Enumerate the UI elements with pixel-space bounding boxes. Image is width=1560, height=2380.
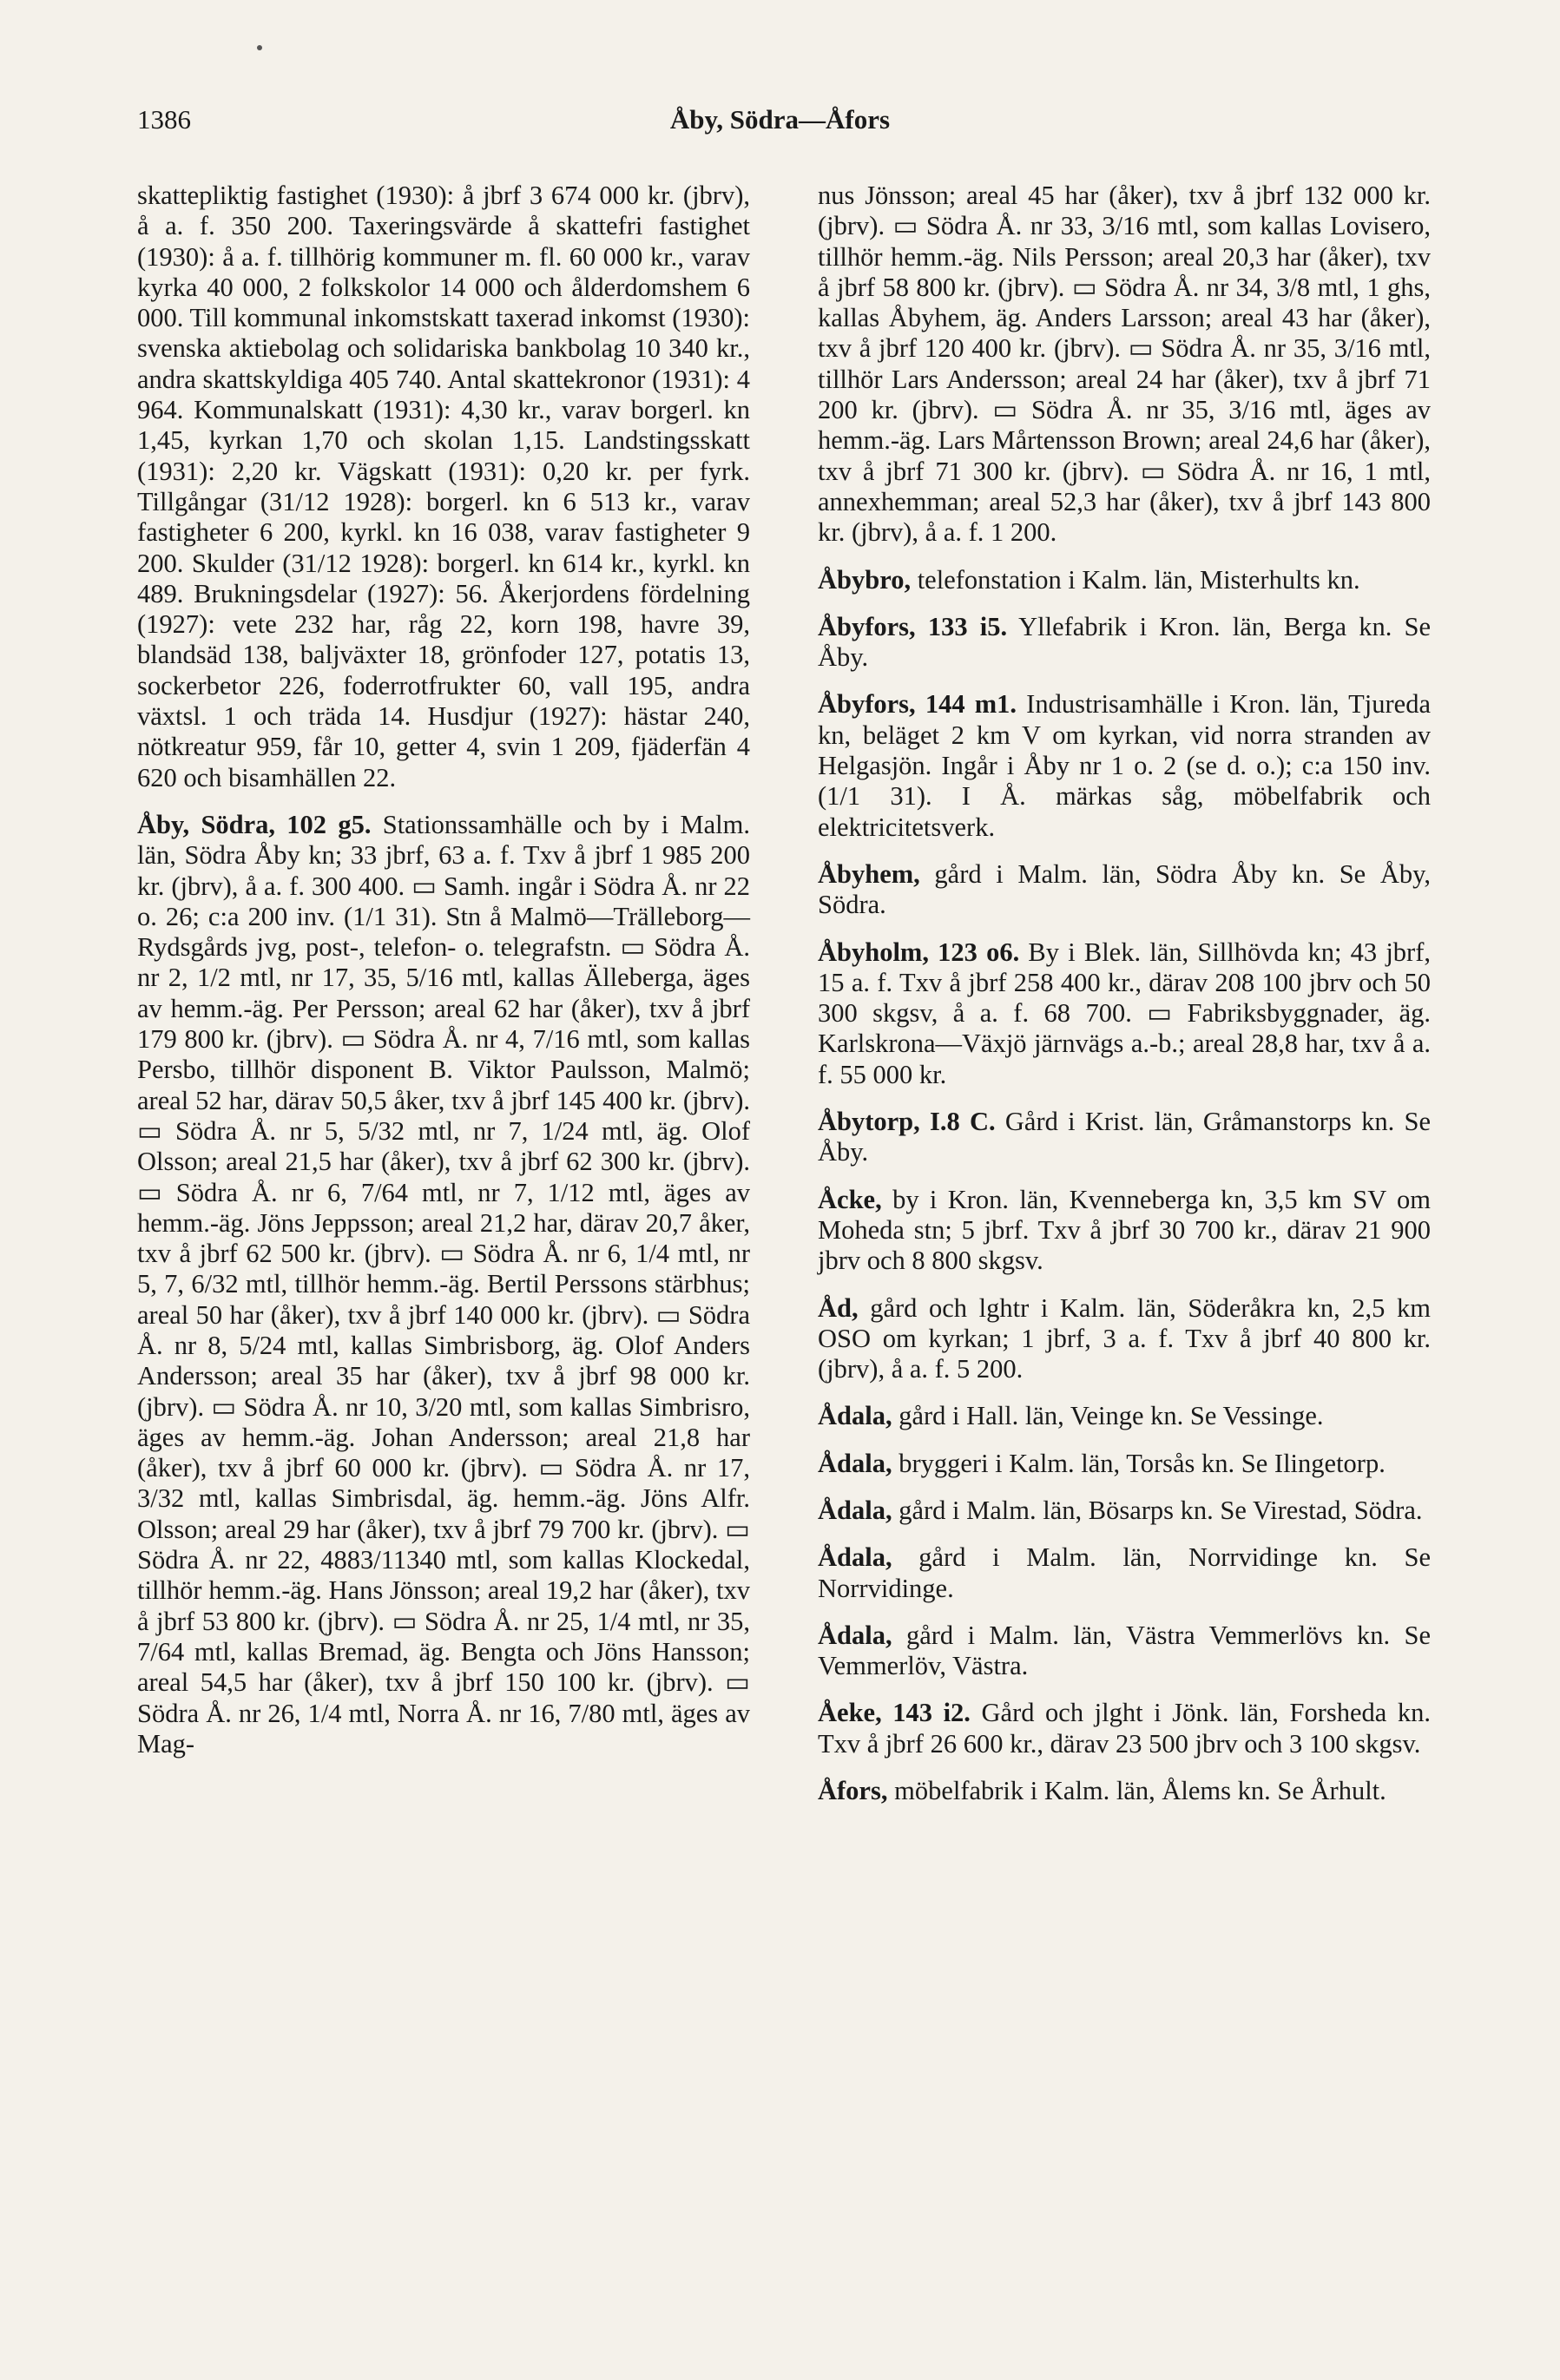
- entry-text: gård i Malm. län, Södra Åby kn. Se Åby, Södra.: [818, 858, 1432, 920]
- text-columns: [137, 181, 1431, 1823]
- entry-headword: Åd,: [818, 1292, 859, 1323]
- entry-text: By i Blek. län, Sillhövda kn; 43 jbrf, 15 a. f. Txv å jbrf 258 400 kr., därav 208 100 jbrv och 50 300 skgsv, å a. f. 68 700. ▭ Fabriksbyggnader, äg. Karlskrona—Växjö järnvägs a.-b.; areal 28,8 har, txv å a. f. 55 000 kr.: [818, 937, 1431, 1089]
- entry-right-6: [818, 1107, 1431, 1168]
- entry-right-12: [818, 1542, 1431, 1604]
- entry-text: Gård i Krist. län, Gråmanstorps kn. Se Åby.: [818, 1107, 1432, 1167]
- entry-right-1: [818, 565, 1431, 595]
- entry-headword: Åbyhem,: [818, 858, 920, 889]
- entry-text: gård i Hall. län, Veinge kn. Se Vessinge.: [898, 1401, 1324, 1431]
- entry-text: Industrisamhälle i Kron. län, Tjureda kn, beläget 2 km V om kyrkan, vid norra stranden av Helgasjön. Ingår i Åby nr 1 o. 2 (se d. o.); c:a 150 inv. (1/1 31). I Å. märkas såg, möbelfabrik och elektricitetsverk.: [818, 689, 1431, 842]
- left-column: [137, 181, 750, 1823]
- entry-right-0: [818, 181, 1431, 549]
- entry-text: bryggeri i Kalm. län, Torsås kn. Se Ilingetorp.: [898, 1448, 1386, 1478]
- entry-headword: Ådala,: [818, 1620, 892, 1650]
- right-column: [818, 181, 1431, 1823]
- entry-headword: Åfors,: [818, 1776, 888, 1806]
- entry-headword: Åbyfors, 144 m1.: [818, 689, 1017, 720]
- entry-text: Gård och jlght i Jönk. län, Forsheda kn. Txv å jbrf 26 600 kr., därav 23 500 jbrv och 3 100 skgsv.: [818, 1698, 1431, 1759]
- entry-text: telefonstation i Kalm. län, Misterhults kn.: [917, 564, 1360, 595]
- entry-headword: Åeke, 143 i2.: [818, 1698, 971, 1728]
- entry-headword: Åcke,: [818, 1184, 882, 1214]
- page-header: [137, 104, 1423, 156]
- entry-right-3: [818, 689, 1431, 842]
- entry-headword: Åbytorp, I.8 C.: [818, 1107, 996, 1137]
- entry-right-4: [818, 859, 1431, 921]
- entry-headword: Åbyholm, 123 o6.: [818, 937, 1020, 967]
- entry-text: gård i Malm. län, Norrvidinge kn. Se Norrvidinge.: [818, 1542, 1432, 1603]
- entry-headword: Ådala,: [818, 1495, 892, 1525]
- entry-headword: Åby, Södra, 102 g5.: [137, 809, 372, 839]
- entry-left-1: [137, 810, 750, 1759]
- entry-headword: Åbyfors, 133 i5.: [818, 611, 1008, 641]
- entry-right-7: [818, 1185, 1431, 1277]
- entry-right-13: [818, 1621, 1431, 1682]
- entry-right-5: [818, 937, 1431, 1090]
- entry-right-2: [818, 612, 1431, 674]
- entry-text: by i Kron. län, Kvenneberga kn, 3,5 km SV om Moheda stn; 5 jbrf. Txv å jbrf 30 700 kr., därav 21 900 jbrv och 8 800 skgsv.: [818, 1184, 1432, 1276]
- entry-left-0: [137, 181, 750, 793]
- entry-text: nus Jönsson; areal 45 har (åker), txv å jbrf 132 000 kr. (jbrv). ▭ Södra Å. nr 33, 3/16 mtl, som kallas Lovisero, tillhör hemm.-äg. Nils Persson; areal 20,3 har (åker), txv å jbrf 58 800 kr. (jbrv). ▭ Södra Å. nr 34, 3/8 mtl, 1 ghs, kallas Åbyhem, äg. Anders Larsson; areal 43 har (åker), txv å jbrf 120 400 kr. (jbrv). ▭ Södra Å. nr 35, 3/16 mtl, tillhör Lars Andersson; areal 24 har (åker), txv å jbrf 71 200 kr. (jbrv). ▭ Södra Å. nr 35, 3/16 mtl, äges av hemm.-äg. Lars Mårtensson Brown; areal 24,6 har (åker), txv å jbrf 71 300 kr. (jbrv). ▭ Södra Å. nr 16, 1 mtl, annexhemman; areal 52,3 har (åker), txv å jbrf 143 800 kr. (jbrv), å a. f. 1 200.: [818, 181, 1431, 548]
- running-head: Åby, Södra—Åfors: [669, 104, 891, 135]
- entry-right-11: [818, 1496, 1431, 1526]
- entry-right-15: [818, 1776, 1431, 1806]
- entry-right-8: [818, 1293, 1431, 1385]
- page-number: 1386: [137, 104, 191, 135]
- entry-headword: Åbybro,: [818, 564, 912, 595]
- entry-right-9: [818, 1401, 1431, 1431]
- entry-text: gård i Malm. län, Bösarps kn. Se Virestad, Södra.: [898, 1495, 1423, 1525]
- entry-text: skattepliktig fastighet (1930): å jbrf 3 674 000 kr. (jbrv), å a. f. 350 200. Taxeringsvärde å skattefri fastighet (1930): å a. f. tillhörig kommuner m. fl. 60 000 kr., varav kyrka 40 000, 2 folkskolor 14 000 och ålderdomshem 6 000. Till kommunal inkomstskatt taxerad inkomst (1930): svenska aktiebolag och solidariska bankbolag 10 340 kr., andra skattskyldiga 405 740. Antal skattekronor (1931): 4 964. Kommunalskatt (1931): 4,30 kr., varav borgerl. kn 1,45, kyrkan 1,70 och skolan 1,15. Landstingsskatt (1931): 2,20 kr. Vägskatt (1931): 0,20 kr. per fyrk. Tillgångar (31/12 1928): borgerl. kn 6 513 kr., varav fastigheter 6 200, kyrkl. kn 16 038, varav fastigheter 9 200. Skulder (31/12 1928): borgerl. kn 614 kr., kyrkl. kn 489. Brukningsdelar (1927): 56. Åkerjordens fördelning (1927): vete 232 har, råg 22, korn 198, havre 39, blandsäd 138, baljväxter 18, grönfoder 127, potatis 13, sockerbetor 226, foderrotfrukter 60, vall 195, andra växtsl. 1 och träda 14. Husdjur (1927): hästar 240, nötkreatur 959, får 10, getter 4, svin 1 209, fjäderfän 4 620 och bisamhällen 22.: [137, 181, 750, 792]
- entry-text: möbelfabrik i Kalm. län, Ålems kn. Se Århult.: [894, 1776, 1386, 1806]
- entry-headword: Ådala,: [818, 1448, 892, 1478]
- entry-text: Stationssamhälle och by i Malm. län, Södra Åby kn; 33 jbrf, 63 a. f. Txv å jbrf 1 985 200 kr. (jbrv), å a. f. 300 400. ▭ Samh. ingår i Södra Å. nr 22 o. 26; c:a 200 inv. (1/1 31). Stn å Malmö—Trälleborg—Rydsgårds jvg, post-, telefon- o. telegrafstn. ▭ Södra Å. nr 2, 1/2 mtl, nr 17, 35, 5/16 mtl, kallas Älleberga, äges av hemm.-äg. Per Persson; areal 62 har (åker), txv å jbrf 179 800 kr. (jbrv). ▭ Södra Å. nr 4, 7/16 mtl, som kallas Persbo, tillhör disponent B. Viktor Paulsson, Malmö; areal 52 har, därav 50,5 åker, txv å jbrf 145 400 kr. (jbrv). ▭ Södra Å. nr 5, 5/32 mtl, nr 7, 1/24 mtl, äg. Olof Olsson; areal 21,5 har (åker), txv å jbrf 62 300 kr. (jbrv). ▭ Södra Å. nr 6, 7/64 mtl, nr 7, 1/12 mtl, äges av hemm.-äg. Jöns Jeppsson; areal 21,2 har, därav 20,7 åker, txv å jbrf 62 500 kr. (jbrv). ▭ Södra Å. nr 6, 1/4 mtl, nr 5, 7, 6/32 mtl, tillhör hemm.-äg. Bertil Perssons stärbhus; areal 50 har (åker), txv å jbrf 140 000 kr. (jbrv). ▭ Södra Å. nr 8, 5/24 mtl, kallas Simbrisborg, äg. Olof Anders Andersson; areal 35 har (åker), txv å jbrf 98 000 kr. (jbrv). ▭ Södra Å. nr 10, 3/20 mtl, som kallas Simbrisro, äges av hemm.-äg. Johan Andersson; areal 21,8 har (åker), txv å jbrf 60 000 kr. (jbrv). ▭ Södra Å. nr 17, 3/32 mtl, kallas Simbrisdal, äg. hemm.-äg. Jöns Alfr. Olsson; areal 29 har (åker), txv å jbrf 79 700 kr. (jbrv). ▭ Södra Å. nr 22, 4883/11340 mtl, som kallas Klockedal, tillhör hemm.-äg. Hans Jönsson; areal 19,2 har (åker), txv å jbrf 53 800 kr. (jbrv). ▭ Södra Å. nr 25, 1/4 mtl, nr 35, 7/64 mtl, kallas Bremad, äg. Bengta och Jöns Hansson; areal 54,5 har (åker), txv å jbrf 150 100 kr. (jbrv). ▭ Södra Å. nr 26, 1/4 mtl, Norra Å. nr 16, 7/80 mtl, äges av Mag-: [137, 809, 750, 1759]
- speck: [257, 45, 262, 50]
- entry-headword: Ådala,: [818, 1401, 892, 1431]
- entry-text: gård och lghtr i Kalm. län, Söderåkra kn, 2,5 km OSO om kyrkan; 1 jbrf, 3 a. f. Txv å jbrf 40 800 kr. (jbrv), å a. f. 5 200.: [818, 1292, 1431, 1384]
- entry-text: Yllefabrik i Kron. län, Berga kn. Se Åby.: [818, 611, 1432, 673]
- entry-headword: Ådala,: [818, 1542, 892, 1573]
- entry-text: gård i Malm. län, Västra Vemmerlövs kn. Se Vemmerlöv, Västra.: [818, 1620, 1432, 1681]
- entry-right-14: [818, 1698, 1431, 1759]
- entry-right-10: [818, 1449, 1431, 1479]
